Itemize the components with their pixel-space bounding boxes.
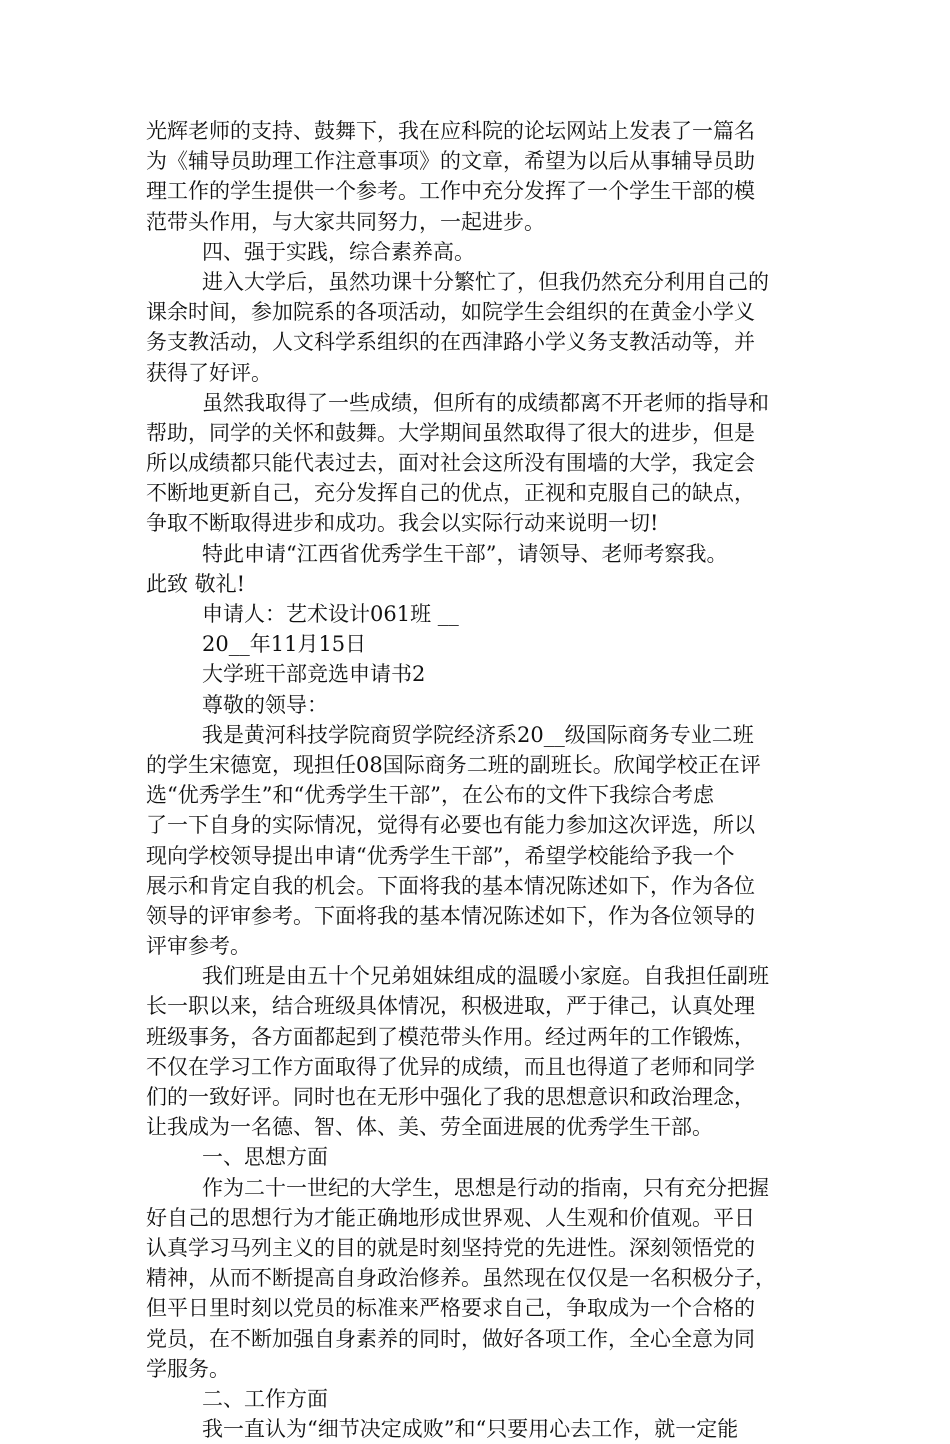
text-line: 范带头作用，与大家共同努力，一起进步。 — [146, 209, 545, 234]
text-line: 此致 敬礼! — [146, 571, 246, 596]
text-line: 虽然我取得了一些成绩，但所有的成绩都离不开老师的指导和 — [202, 390, 769, 415]
text-line: 好自己的思想行为才能正确地形成世界观、人生观和价值观。平日 — [146, 1205, 755, 1230]
text-line: 学服务。 — [146, 1356, 230, 1381]
document-body — [146, 116, 806, 1444]
text-line: 精神，从而不断提高自身政治修养。虽然现在仅仅是一名积极分子， — [146, 1266, 776, 1291]
text-line: 党员，在不断加强自身素养的同时，做好各项工作，全心全意为同 — [146, 1326, 755, 1351]
text-line: 帮助，同学的关怀和鼓舞。大学期间虽然取得了很大的进步，但是 — [146, 420, 755, 445]
text-line: 不断地更新自己，充分发挥自己的优点，正视和克服自己的缺点， — [146, 481, 755, 506]
text-line: 特此申请“江西省优秀学生干部”，请领导、老师考察我。 — [202, 541, 728, 566]
text-line: 选“优秀学生”和“优秀学生干部”，在公布的文件下我综合考虑 — [146, 783, 714, 808]
text-line: 评审参考。 — [146, 934, 251, 959]
text-line: 我一直认为“细节决定成败”和“只要用心去工作，就一定能 — [202, 1417, 739, 1442]
text-line: 尊敬的领导： — [202, 692, 328, 717]
text-line: 20__年11月15日 — [202, 632, 367, 657]
text-line: 光辉老师的支持、鼓舞下，我在应科院的论坛网站上发表了一篇名 — [146, 119, 755, 143]
text-line: 作为二十一世纪的大学生，思想是行动的指南，只有充分把握 — [202, 1175, 769, 1200]
text-line: 展示和肯定自我的机会。下面将我的基本情况陈述如下，作为各位 — [146, 873, 755, 898]
text-line: 领导的评审参考。下面将我的基本情况陈述如下，作为各位领导的 — [146, 903, 755, 928]
text-line: 所以成绩都只能代表过去，面对社会这所没有围墙的大学，我定会 — [146, 451, 755, 476]
text-line: 为《辅导员助理工作注意事项》的文章，希望为以后从事辅导员助 — [146, 149, 755, 174]
text-line: 争取不断取得进步和成功。我会以实际行动来说明一切! — [146, 511, 659, 536]
text-line: 理工作的学生提供一个参考。工作中充分发挥了一个学生干部的模 — [146, 179, 755, 204]
text-line: 长一职以来，结合班级具体情况，积极进取，严于律己，认真处理 — [146, 994, 755, 1019]
text-line: 们的一致好评。同时也在无形中强化了我的思想意识和政治理念， — [146, 1085, 755, 1109]
text-line: 现向学校领导提出申请“优秀学生干部”，希望学校能给予我一个 — [146, 843, 735, 868]
text-line: 四、强于实践，综合素养高。 — [202, 239, 475, 264]
text-line: 了一下自身的实际情况，觉得有必要也有能力参加这次评选，所以 — [146, 813, 755, 838]
text-line: 二、工作方面 — [202, 1386, 328, 1411]
text-line: 但平日里时刻以党员的标准来严格要求自己，争取成为一个合格的 — [146, 1296, 755, 1321]
text-line: 不仅在学习工作方面取得了优异的成绩，而且也得道了老师和同学 — [146, 1054, 755, 1079]
text-line: 大学班干部竞选申请书2 — [202, 662, 426, 687]
text-line: 课余时间，参加院系的各项活动，如院学生会组织的在黄金小学义 — [146, 300, 755, 325]
text-line: 申请人：艺术设计061班 __ — [202, 602, 459, 626]
text-line: 班级事务，各方面都起到了模范带头作用。经过两年的工作锻炼， — [146, 1024, 755, 1049]
text-line: 务支教活动，人文科学系组织的在西津路小学义务支教活动等，并 — [146, 330, 755, 355]
text-line: 认真学习马列主义的目的就是时刻坚持党的先进性。深刻领悟党的 — [146, 1235, 755, 1260]
text-line: 的学生宋德宽，现担任08国际商务二班的副班长。欣闻学校正在评 — [146, 752, 761, 777]
text-line: 获得了好评。 — [146, 360, 272, 385]
text-line: 进入大学后，虽然功课十分繁忙了，但我仍然充分利用自己的 — [202, 269, 769, 294]
text-line: 一、思想方面 — [202, 1145, 328, 1170]
text-line: 我是黄河科技学院商贸学院经济系20__级国际商务专业二班 — [202, 722, 754, 747]
text-line: 让我成为一名德、智、体、美、劳全面进展的优秀学生干部。 — [146, 1115, 713, 1140]
text-line: 我们班是由五十个兄弟姐妹组成的温暖小家庭。自我担任副班 — [202, 964, 769, 989]
